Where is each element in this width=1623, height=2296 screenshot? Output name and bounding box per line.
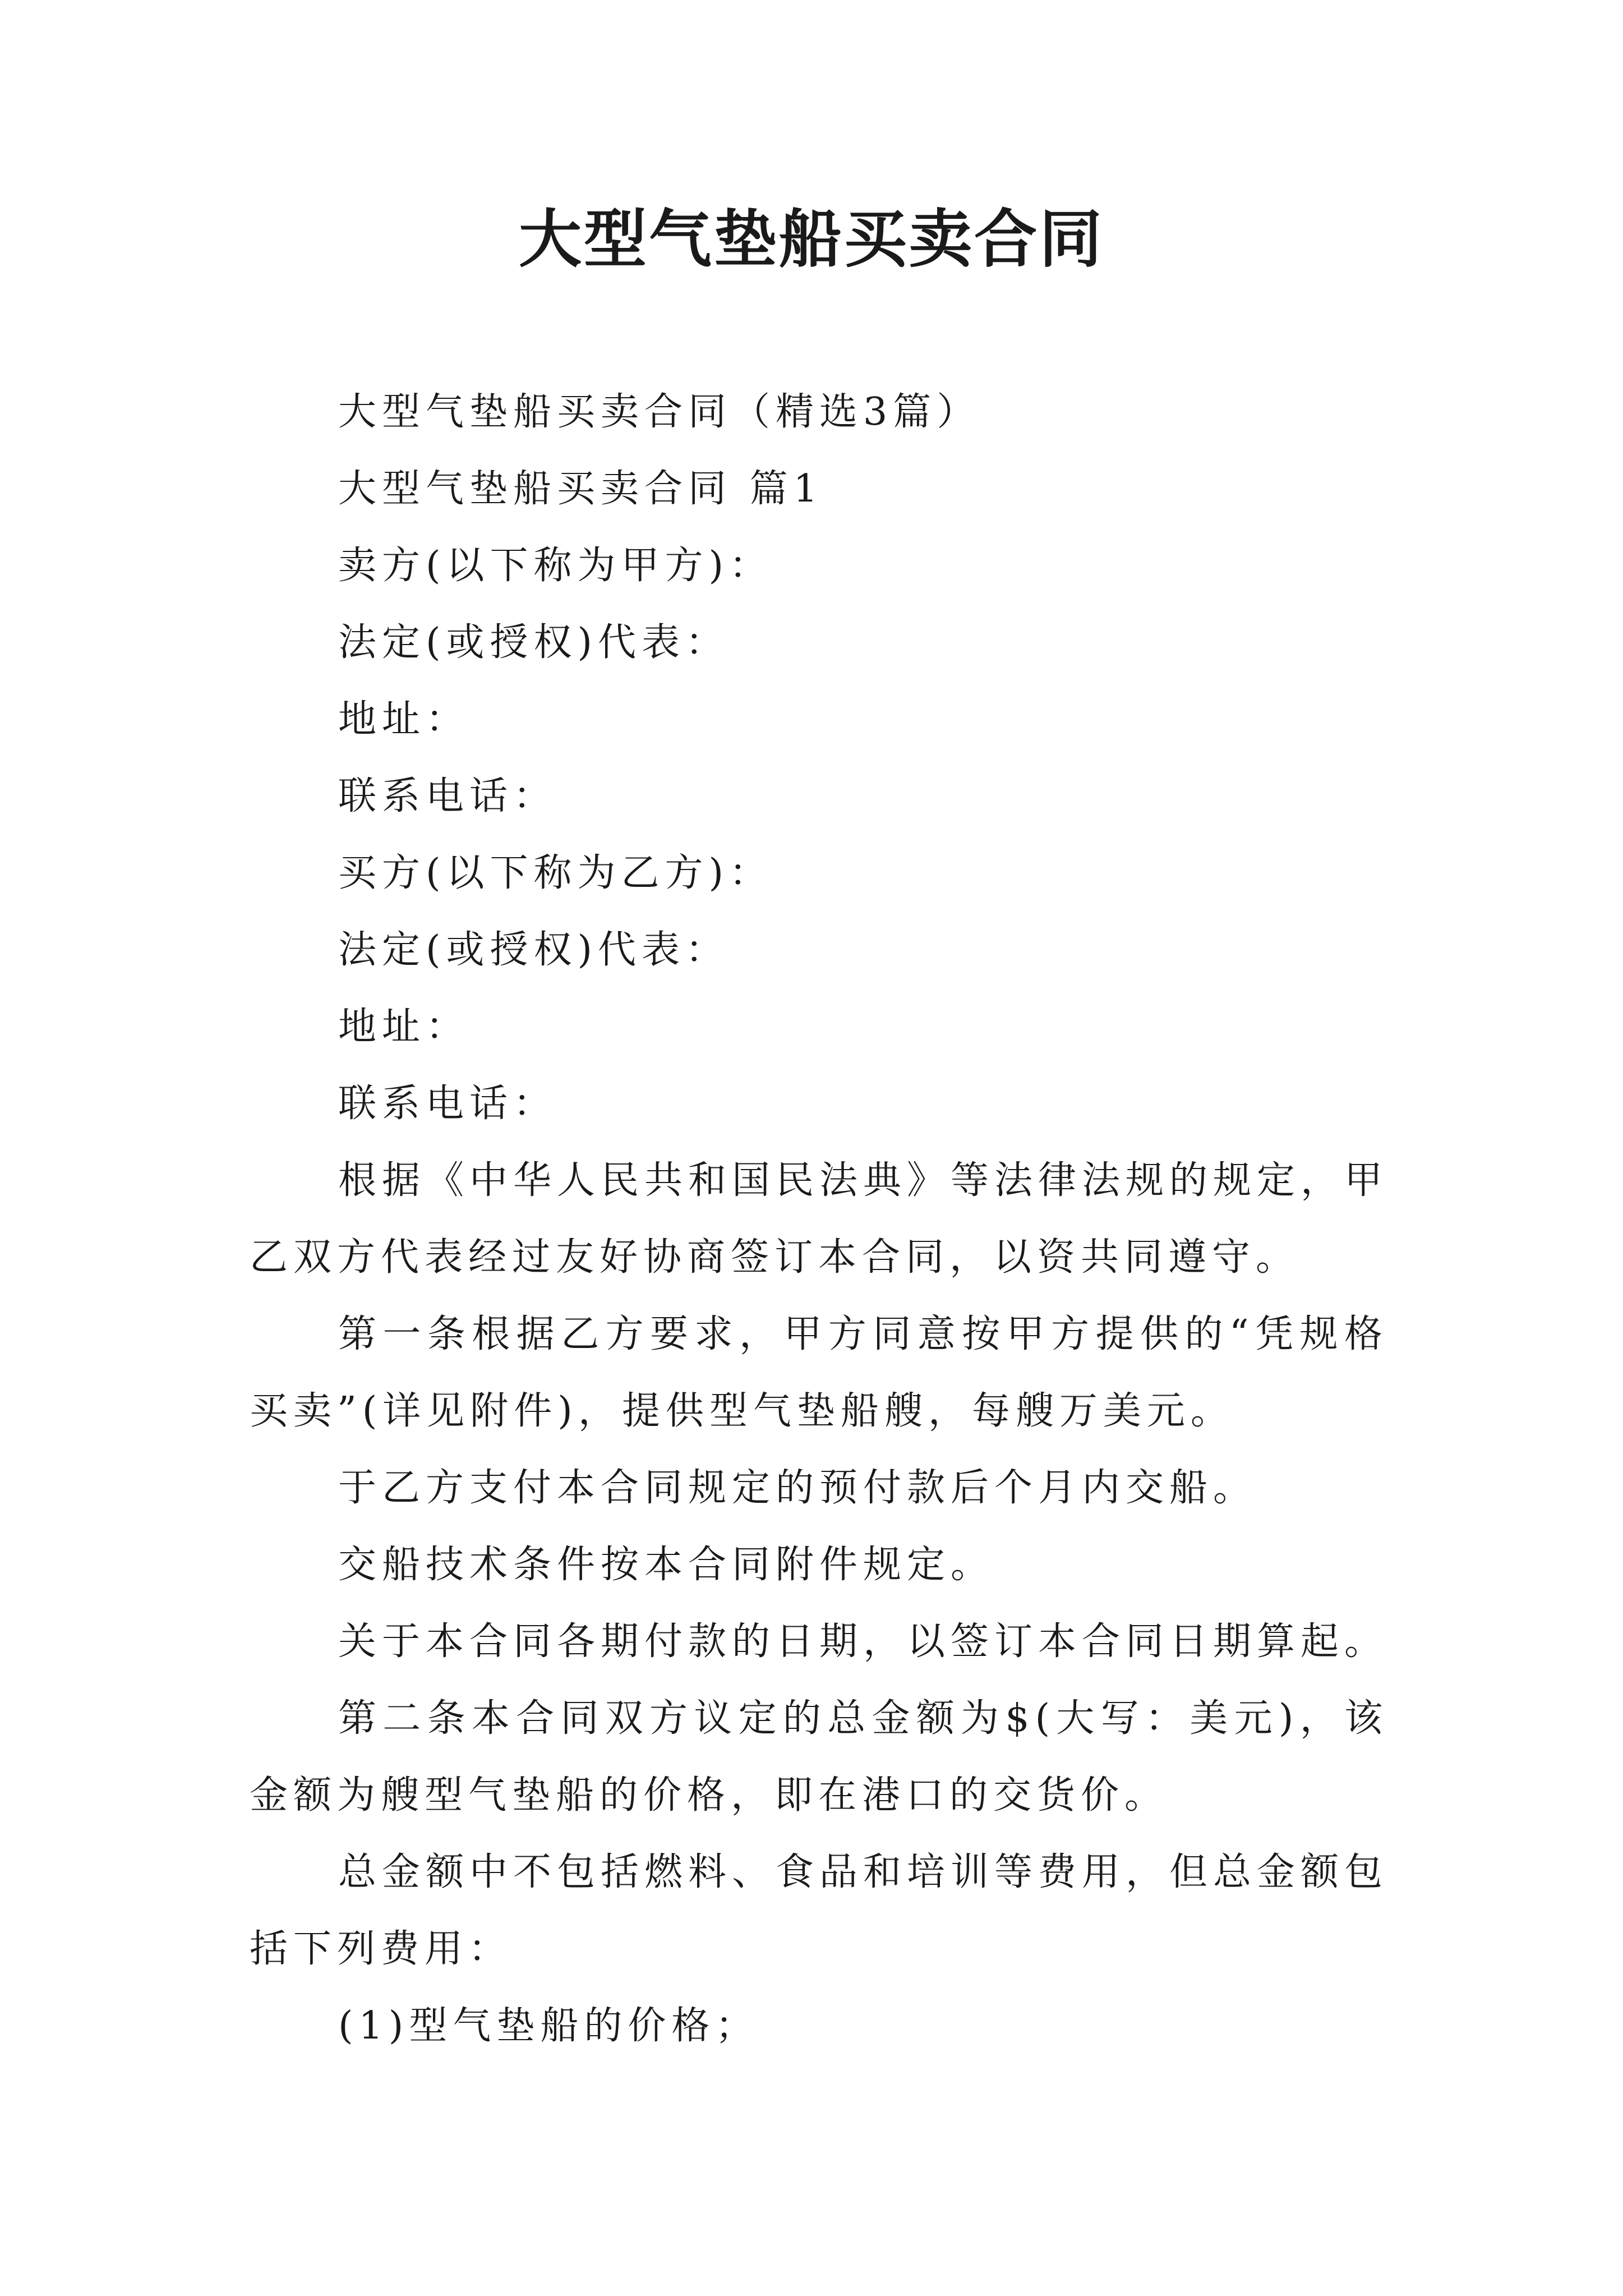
- paragraph-seller-address: 地址：: [338, 697, 470, 742]
- paragraph-preamble: 根据《中华人民共和国民法典》等法律法规的规定，甲乙双方代表经过友好协商签订本合同，以资共同遵守。: [250, 1158, 1389, 1280]
- paragraph-payment-dates: 关于本合同各期付款的日期，以签订本合同日期算起。: [338, 1619, 1389, 1664]
- paragraph-article-1: 第一条根据乙方要求，甲方同意按甲方提供的“凭规格买卖”(详见附件)，提供型气垫船艘，每艘万美元。: [250, 1312, 1388, 1433]
- paragraph-section-heading: 大型气垫船买卖合同 篇1: [338, 467, 823, 511]
- paragraph-seller-representative: 法定(或授权)代表：: [338, 620, 730, 665]
- document-body: [250, 374, 1388, 2064]
- paragraph-delivery-time: 于乙方支付本合同规定的预付款后个月内交船。: [338, 1466, 1257, 1510]
- paragraph-buyer-representative: 法定(或授权)代表：: [338, 928, 730, 972]
- paragraph-buyer-address: 地址：: [338, 1005, 470, 1049]
- paragraph-seller: 卖方(以下称为甲方)：: [338, 544, 773, 588]
- document-title: 大型气垫船买卖合同: [519, 203, 1104, 276]
- paragraph-seller-phone: 联系电话：: [338, 774, 557, 818]
- paragraph-item-1: (1)型气垫船的价格；: [338, 2004, 759, 2048]
- paragraph-delivery-conditions: 交船技术条件按本合同附件规定。: [338, 1543, 995, 1587]
- paragraph-buyer: 买方(以下称为乙方)：: [338, 851, 773, 895]
- paragraph-subtitle: 大型气垫船买卖合同（精选3篇）: [338, 390, 981, 434]
- paragraph-buyer-phone: 联系电话：: [338, 1082, 557, 1126]
- paragraph-total-excludes: 总金额中不包括燃料、食品和培训等费用，但总金额包括下列费用：: [250, 1850, 1389, 1971]
- paragraph-article-2: 第二条本合同双方议定的总金额为$(大写：美元)，该金额为艘型气垫船的价格，即在港口的交货价。: [250, 1696, 1388, 1818]
